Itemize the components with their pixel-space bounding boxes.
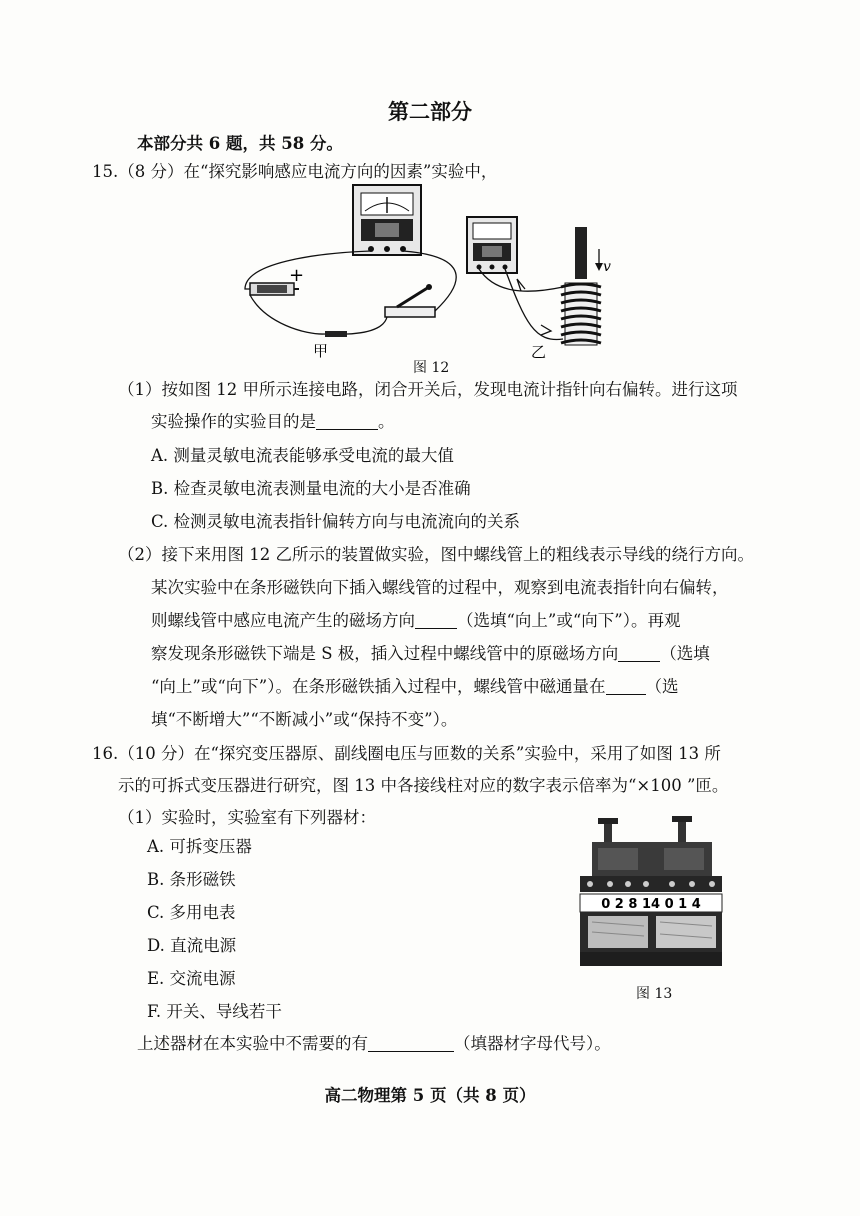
section-title: 第二部分	[388, 99, 472, 124]
q16-item-f: F. 开关、导线若干	[147, 1002, 282, 1021]
q15-option-c: C. 检测灵敏电流表指针偏转方向与电流流向的关系	[151, 512, 521, 531]
knife-switch	[385, 284, 435, 317]
q16-p1-intro: （1）实验时，实验室有下列器材：	[118, 808, 376, 827]
q15-p2-line6: 填“不断增大”“不断减小”或“保持不变”）。	[151, 710, 458, 729]
q16-item-b: B. 条形磁铁	[147, 870, 236, 889]
q16-item-d: D. 直流电源	[147, 936, 237, 955]
q15-p2-blank-3[interactable]	[606, 676, 646, 695]
figure-label-b: 乙	[531, 343, 547, 361]
figure-13-caption: 图 13	[636, 986, 673, 1002]
figure-label-a: 甲	[313, 342, 329, 360]
q15-option-a: A. 测量灵敏电流表能够承受电流的最大值	[151, 446, 454, 465]
solenoid	[561, 283, 601, 345]
galvanometer-a	[353, 185, 421, 255]
q15-p2-blank-2[interactable]	[618, 643, 660, 662]
q15-p2-blank-1[interactable]	[415, 610, 457, 629]
q16-answer-line: 上述器材在本实验中不需要的有 （填器材字母代号）。	[137, 1034, 611, 1053]
galvanometer-b	[467, 217, 517, 273]
q15-p1-blank[interactable]	[316, 411, 378, 430]
q15-p2-line5: “向上”或“向下”）。在条形磁铁插入过程中，螺线管中磁通量在 （选	[151, 677, 679, 696]
q15-p1-line1: （1）按如图 12 甲所示连接电路，闭合开关后，发现电流计指针向右偏转。进行这项	[118, 380, 738, 399]
q16-stem-line2: 示的可拆式变压器进行研究，图 13 中各接线柱对应的数字表示倍率为“×100 ”匝。	[118, 776, 729, 795]
q16-item-c: C. 多用电表	[147, 903, 236, 922]
q16-stem-line1: 16.（10 分）在“探究变压器原、副线圈电压与匝数的关系”实验中，采用了如图 13 所	[92, 744, 721, 763]
q15-p2-line4: 察发现条形磁铁下端是 S 极，插入过程中螺线管中的原磁场方向 （选填	[151, 644, 710, 663]
velocity-label: v	[603, 259, 611, 275]
q16-item-e: E. 交流电源	[147, 969, 236, 988]
figure-12-caption: 图 12	[413, 360, 450, 376]
q15-p2-line1: （2）接下来用图 12 乙所示的装置做实验，图中螺线管上的粗线表示导线的绕行方向。	[118, 545, 754, 564]
plus-sign: +	[289, 265, 305, 286]
section-intro: 本部分共 6 题，共 58 分。	[137, 134, 343, 153]
q15-p2-line2: 某次实验中在条形磁铁向下插入螺线管的过程中，观察到电流表指针向右偏转，	[151, 578, 729, 597]
q15-p2-line3: 则螺线管中感应电流产生的磁场方向 （选填“向上”或“向下”）。再观	[151, 611, 681, 630]
bar-magnet	[575, 227, 587, 279]
q16-item-a: A. 可拆变压器	[147, 837, 252, 856]
q15-stem: 15.（8 分）在“探究影响感应电流方向的因素”实验中，	[92, 162, 498, 181]
figure-13	[576, 808, 726, 976]
q15-option-b: B. 检查灵敏电流表测量电流的大小是否准确	[151, 479, 471, 498]
q16-answer-blank[interactable]	[368, 1033, 454, 1052]
q15-p1-line2: 实验操作的实验目的是 。	[151, 412, 395, 431]
terminal-digits: 0 2 8 14 0 1 4	[601, 897, 701, 912]
page-footer: 高二物理第 5 页（共 8 页）	[324, 1086, 536, 1105]
wire-joint	[325, 331, 347, 337]
